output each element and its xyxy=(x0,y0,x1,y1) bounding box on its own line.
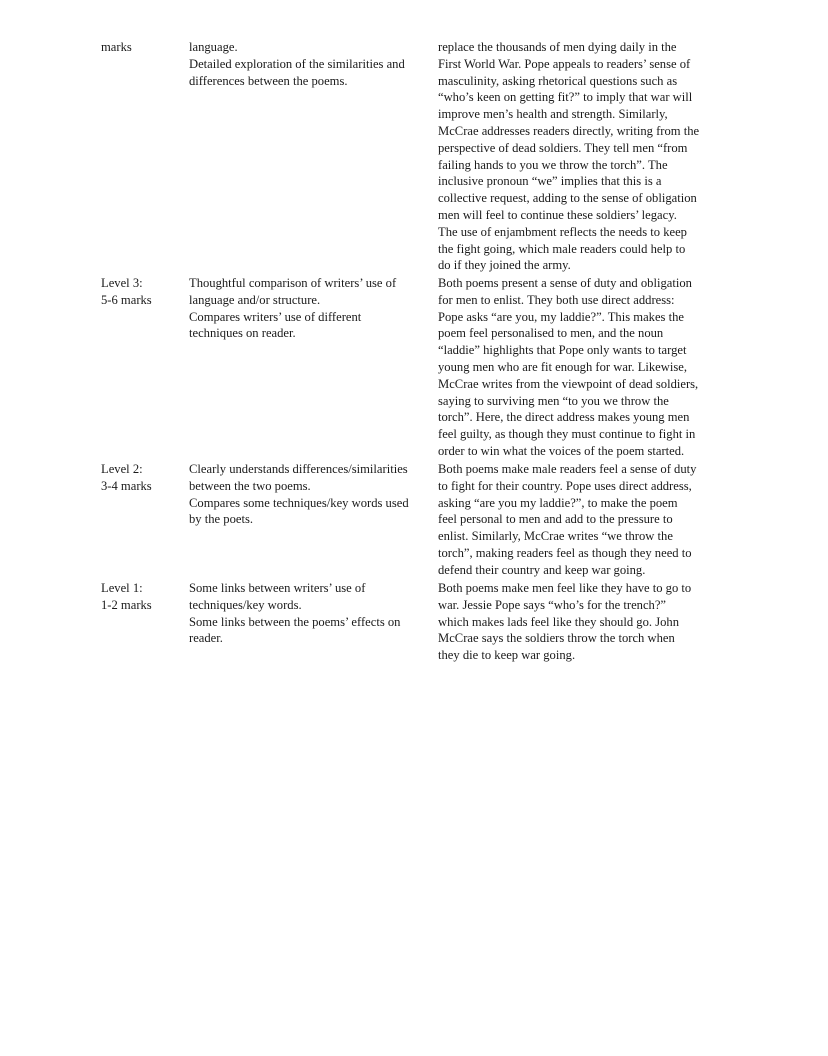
example-line: which makes lads feel like they should go. John xyxy=(438,614,679,629)
level-text: marks xyxy=(101,40,132,54)
example-line: McCrae addresses readers directly, writing from the xyxy=(438,123,700,138)
criteria-line: language. xyxy=(189,40,238,54)
criteria-line: techniques/key words. xyxy=(189,597,302,612)
criteria-cell xyxy=(189,39,435,89)
example-line: war. Jessie Pope says “who’s for the trench?” xyxy=(438,597,667,612)
example-line: Both poems make male readers feel a sense of duty xyxy=(438,462,697,476)
example-line: perspective of dead soldiers. They tell men “from xyxy=(438,140,688,155)
example-line: the fight going, which male readers could help to xyxy=(438,241,686,256)
example-line: McCrae says the soldiers throw the torch when xyxy=(438,631,675,646)
example-line: to fight for their country. Pope uses direct address, xyxy=(438,478,692,493)
criteria-line: Thoughtful comparison of writers’ use of xyxy=(189,276,397,290)
criteria-line: language and/or structure. xyxy=(189,292,321,307)
example-line: defend their country and keep war going. xyxy=(438,562,646,577)
example-line: replace the thousands of men dying daily in the xyxy=(438,40,677,54)
example-line: failing hands to you we throw the torch”. The xyxy=(438,157,668,172)
criteria-line: Clearly understands differences/similarities xyxy=(189,462,408,476)
example-line: Both poems make men feel like they have to go to xyxy=(438,581,692,595)
example-line: McCrae writes from the viewpoint of dead soldiers, xyxy=(438,376,699,391)
example-line: asking “are you my laddie?”, to make the poem xyxy=(438,495,678,510)
example-line: men will feel to continue these soldiers’ legacy. xyxy=(438,207,677,222)
example-line: inclusive pronoun “we” implies that this is a xyxy=(438,174,662,189)
example-line: order to win what the voices of the poem started. xyxy=(438,443,685,458)
criteria-line: differences between the poems. xyxy=(189,73,348,88)
level-cell xyxy=(101,580,183,614)
level-text: Level 3: xyxy=(101,276,143,290)
criteria-cell xyxy=(189,461,435,528)
example-line: young men who are fit enough for war. Likewise, xyxy=(438,359,688,374)
criteria-line: Detailed exploration of the similarities and xyxy=(189,56,405,71)
example-answer-cell xyxy=(438,461,738,579)
example-line: they die to keep war going. xyxy=(438,648,576,663)
criteria-cell xyxy=(189,275,435,342)
example-answer-cell xyxy=(438,275,738,460)
criteria-cell xyxy=(189,580,435,647)
example-answer-cell xyxy=(438,39,738,274)
criteria-line: between the two poems. xyxy=(189,478,311,493)
example-line: First World War. Pope appeals to readers’ sense of xyxy=(438,56,691,71)
level-text: Level 1: xyxy=(101,581,143,595)
criteria-line: techniques on reader. xyxy=(189,326,296,341)
level-marks: 3-4 marks xyxy=(101,478,152,493)
level-cell xyxy=(101,461,183,495)
criteria-line: Some links between the poems’ effects on xyxy=(189,614,401,629)
level-text: Level 2: xyxy=(101,462,143,476)
level-marks: 5-6 marks xyxy=(101,292,152,307)
criteria-line: Some links between writers’ use of xyxy=(189,581,366,595)
criteria-line: by the poets. xyxy=(189,512,254,527)
example-line: feel guilty, as though they must continue to fight in xyxy=(438,427,696,442)
example-line: do if they joined the army. xyxy=(438,258,571,273)
example-line: for men to enlist. They both use direct address: xyxy=(438,292,675,307)
example-line: The use of enjambment reflects the needs to keep xyxy=(438,224,687,239)
example-line: “who’s keen on getting fit?” to imply that war will xyxy=(438,90,693,105)
example-line: saying to surviving men “to you we throw the xyxy=(438,393,669,408)
example-line: Pope asks “are you, my laddie?”. This makes the xyxy=(438,309,684,324)
criteria-line: Compares writers’ use of different xyxy=(189,309,362,324)
example-line: enlist. Similarly, McCrae writes “we throw the xyxy=(438,529,673,544)
example-line: improve men’s health and strength. Similarly, xyxy=(438,107,668,122)
example-answer-cell xyxy=(438,580,738,664)
example-line: Both poems present a sense of duty and obligation xyxy=(438,276,692,290)
example-line: torch”. Here, the direct address makes young men xyxy=(438,410,690,425)
criteria-line: Compares some techniques/key words used xyxy=(189,495,409,510)
example-line: feel personal to men and add to the pressure to xyxy=(438,512,673,527)
example-line: poem feel personalised to men, and the noun xyxy=(438,326,664,341)
level-cell xyxy=(101,39,183,56)
level-marks: 1-2 marks xyxy=(101,597,152,612)
example-line: masculinity, asking rhetorical questions such as xyxy=(438,73,678,88)
example-line: collective request, adding to the sense of obligation xyxy=(438,191,697,206)
level-cell xyxy=(101,275,183,309)
example-line: torch”, making readers feel as though they need to xyxy=(438,545,692,560)
criteria-line: reader. xyxy=(189,631,223,646)
example-line: “laddie” highlights that Pope only wants to target xyxy=(438,343,687,358)
